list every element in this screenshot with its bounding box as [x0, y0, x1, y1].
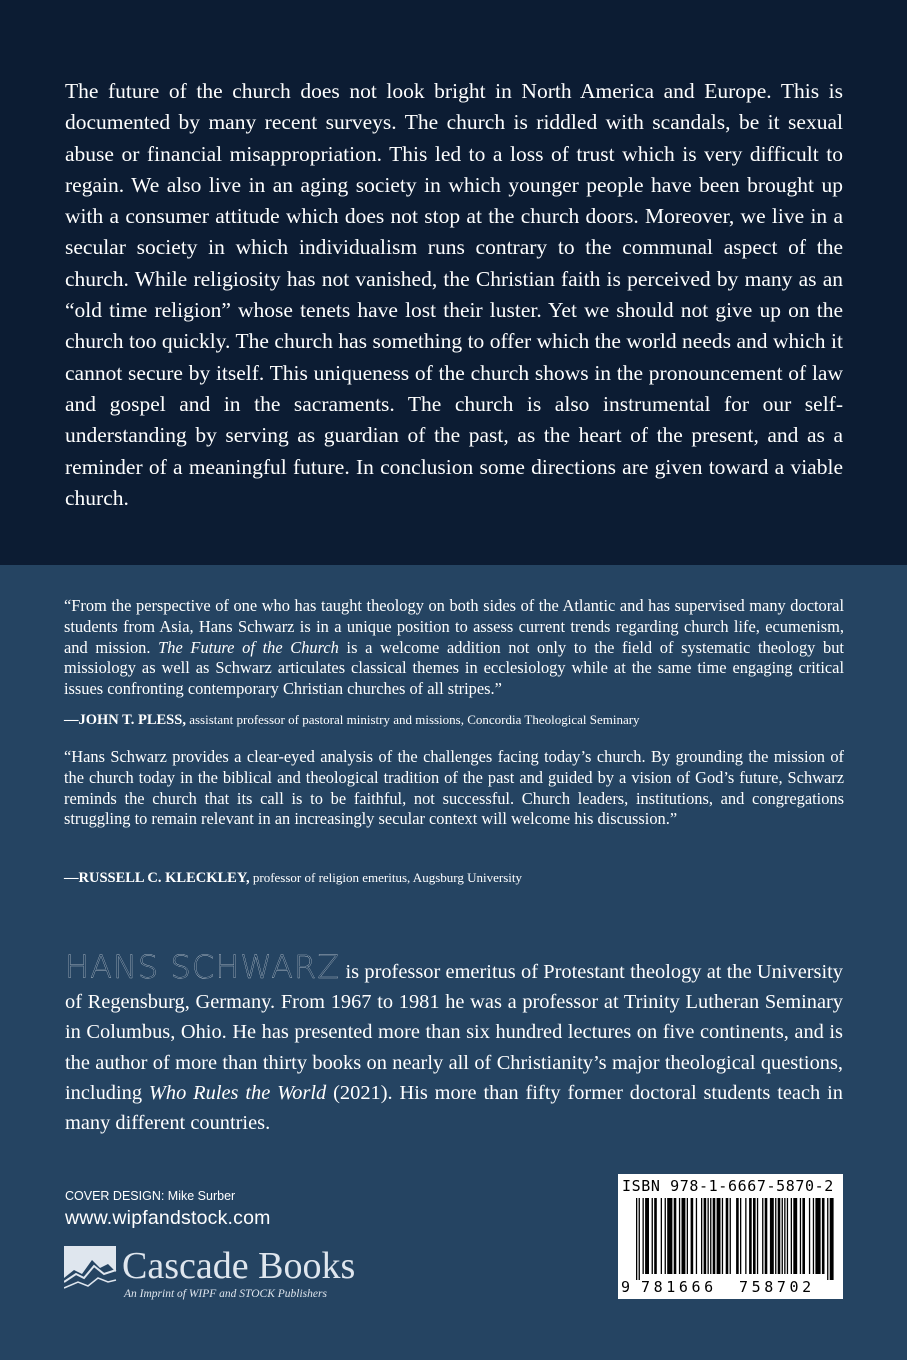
- barcode-bar: [679, 1198, 680, 1274]
- barcode-bar: [722, 1198, 723, 1274]
- barcode-bar: [775, 1198, 776, 1274]
- endorsement-quote-1: “From the perspective of one who has taught theology on both sides of the Atlantic and has supervised many doctoral students from Asia, Hans Schwarz is in a unique position to assess current trends regarding church life, ecumenism, and mission. The Future of the Church is a welcome addition not only to the field of systematic theology but missiology as well as Schwarz articulates classical themes in ecclesiology while at the same time engaging critical issues confronting contemporary Christian churches of all stripes.”: [64, 596, 844, 699]
- barcode-bar: [778, 1198, 781, 1274]
- isbn-barcode: [618, 1174, 843, 1299]
- barcode-bar: [815, 1198, 820, 1274]
- barcode-bar: [636, 1198, 637, 1280]
- barcode-bar: [800, 1198, 801, 1274]
- endorser-role: professor of religion emeritus, Augsburg University: [252, 870, 522, 885]
- barcode-bar: [696, 1198, 697, 1274]
- publisher-website[interactable]: www.wipfandstock.com: [65, 1207, 271, 1229]
- endorser-name: —JOHN T. PLESS,: [64, 712, 186, 728]
- barcode-bar: [745, 1198, 746, 1274]
- barcode-bar: [787, 1198, 788, 1274]
- barcode-digit-prefix: 9: [621, 1278, 631, 1296]
- barcode-bar: [661, 1198, 662, 1274]
- barcode-bar: [791, 1198, 792, 1274]
- barcode-bar: [710, 1198, 711, 1274]
- publisher-tagline: An Imprint of WIPF and STOCK Publishers: [124, 1288, 327, 1300]
- barcode-bar: [782, 1198, 783, 1274]
- barcode-bar: [762, 1198, 763, 1274]
- barcode-bar: [674, 1198, 677, 1274]
- endorsement-quote-2: “Hans Schwarz provides a clear-eyed analysis of the challenges facing today’s church. By grounding the mission of the church today in the biblical and theological tradition of the past and guided by a vision of God’s future, Schwarz reminds the church that its call is to be faithful, not successful. Church leaders, institutions, and congregations struggling to remain relevant in an increasingly secular context will welcome his discussion.”: [64, 747, 844, 829]
- barcode-bar: [691, 1198, 694, 1274]
- endorsement-book-title: The Future of the Church: [158, 637, 339, 657]
- author-book-title: Who Rules the World: [148, 1081, 327, 1104]
- barcode-bar: [736, 1198, 739, 1274]
- book-description: The future of the church does not look bright in North America and Europe. This is documented by many recent surveys. The church is riddled with scandals, be it sexual abuse or financial misappropriation. This led to a loss of trust which is very difficult to regain. We also live in an aging society in which younger people have been brought up with a consumer attitude which does not stop at the church doors. Moreover, we live in a secular society in which individualism runs contrary to the communal aspect of the church. While religiosity has not vanished, the Christian faith is perceived by many as an “old time religion” whose tenets have lost their luster. Yet we should not give up on the church too quickly. The church has something to offer which the world needs and which it cannot secure by itself. This uniqueness of the church shows in the pronouncement of law and gospel and in the sacraments. The church is also instrumental for our self-understanding by serving as guardian of the past, as the heart of the present, and as a reminder of a meaningful future. In conclusion some directions are given toward a viable church.: [65, 79, 843, 510]
- barcode-bar: [708, 1198, 709, 1274]
- barcode-bar: [784, 1198, 785, 1274]
- barcode-bar: [639, 1198, 640, 1280]
- barcode-bar: [717, 1198, 721, 1274]
- endorsement-attribution-2: [64, 869, 844, 887]
- barcode-bar: [793, 1198, 797, 1274]
- barcode-digits-left: 781666: [641, 1278, 717, 1296]
- mountain-logo-icon: [64, 1244, 120, 1296]
- author-name: HANS SCHWARZ: [65, 948, 341, 986]
- barcode-bar: [822, 1198, 825, 1274]
- endorser-name: —RUSSELL C. KLECKLEY,: [64, 870, 250, 886]
- barcode-bar: [830, 1198, 834, 1280]
- barcode-bar: [726, 1198, 729, 1274]
- barcode-bar: [713, 1198, 716, 1274]
- barcode-bar: [645, 1198, 649, 1274]
- barcode-bar: [740, 1198, 741, 1274]
- barcode-bar: [770, 1198, 774, 1274]
- barcode-bar: [757, 1198, 758, 1274]
- author-bio: HANS SCHWARZ is professor emeritus of Protestant theology at the University of Regensburg, Germany. From 1967 to 1981 he was a professor at Trinity Lutheran Seminary in Columbus, Ohio. He has presented more than six hundred lectures on five continents, and is the author of more than thirty books on nearly all of Christianity’s major theological questions, including Who Rules the World (2021). His more than fifty former doctoral students teach in many different countries.: [65, 948, 843, 1135]
- cover-design-credit: COVER DESIGN: Mike Surber: [65, 1189, 236, 1203]
- barcode-bar: [765, 1198, 768, 1274]
- barcode-bar: [813, 1198, 814, 1274]
- barcode-bar: [654, 1198, 657, 1274]
- endorsement-attribution-1: [64, 711, 844, 729]
- barcode-bar: [730, 1198, 731, 1274]
- publisher-name: Cascade Books: [122, 1245, 356, 1287]
- barcode-bar: [643, 1198, 644, 1274]
- publisher-logo: [64, 1244, 394, 1304]
- barcode-bar: [704, 1198, 707, 1274]
- barcode-bar: [701, 1198, 702, 1274]
- barcode-bar: [667, 1198, 672, 1274]
- barcode-bar: [682, 1198, 686, 1274]
- barcode-bars: [626, 1198, 834, 1280]
- isbn-label: ISBN 978-1-6667-5870-2: [622, 1177, 834, 1195]
- barcode-bar: [652, 1198, 653, 1274]
- barcode-digits-right: 758702: [739, 1278, 815, 1296]
- barcode-bar: [827, 1198, 828, 1280]
- barcode-bar: [749, 1198, 752, 1274]
- barcode-bar: [687, 1198, 688, 1274]
- barcode-bar: [809, 1198, 810, 1274]
- endorser-role: assistant professor of pastoral ministry and missions, Concordia Theological Seminary: [189, 712, 640, 727]
- barcode-bar: [802, 1198, 805, 1274]
- barcode-bar: [665, 1198, 666, 1274]
- barcode-bar: [753, 1198, 756, 1274]
